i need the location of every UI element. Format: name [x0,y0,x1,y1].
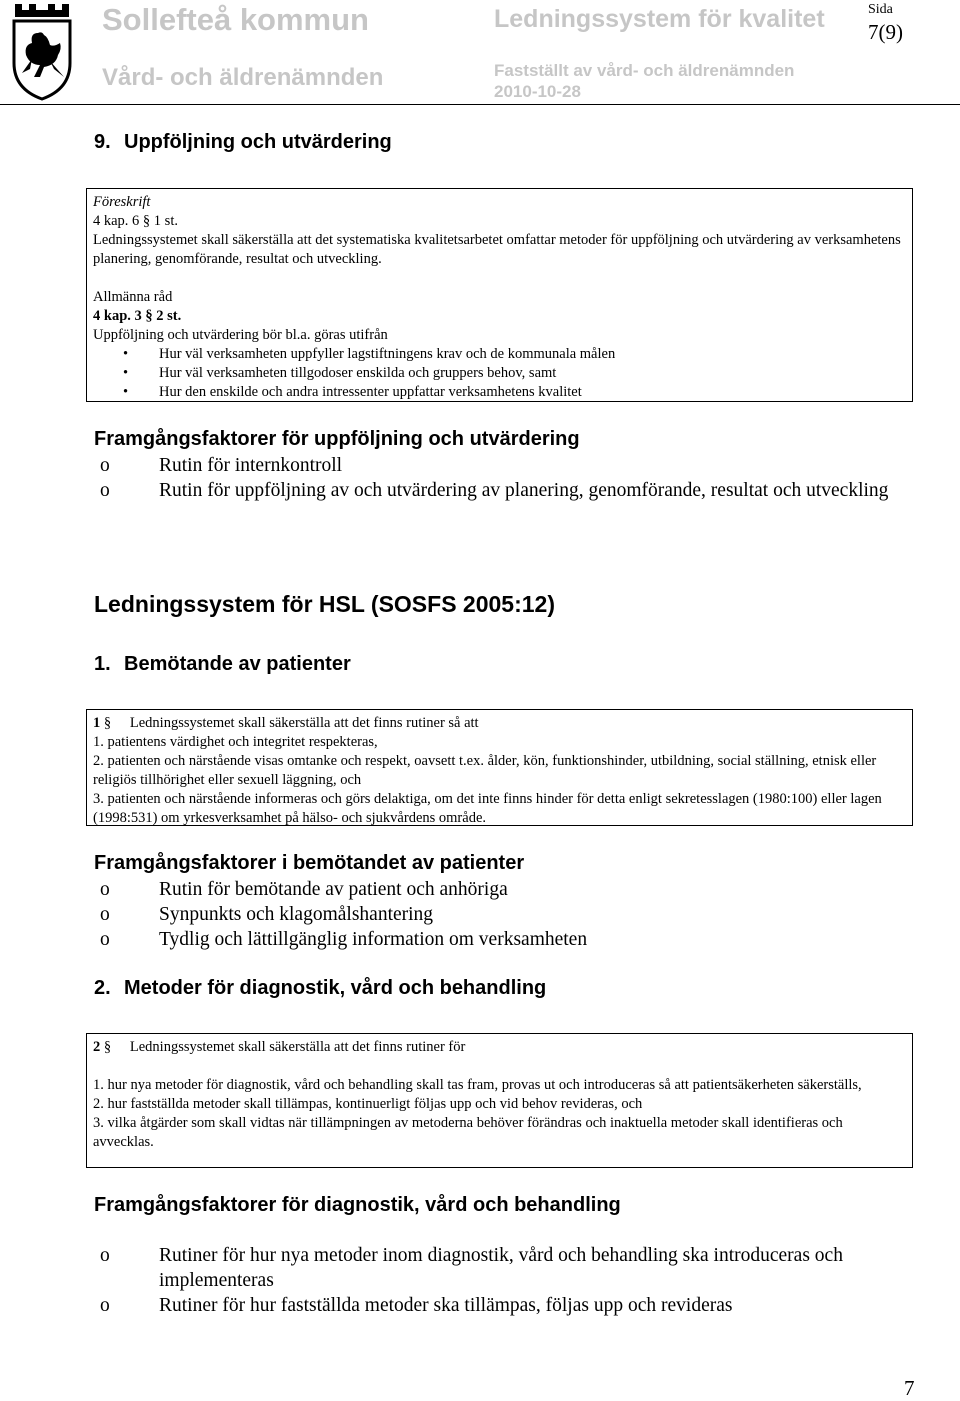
list-item: • Hur väl verksamheten tillgodoser enskilda och gruppers behov, samt [123,365,557,381]
success-factors-heading: Framgångsfaktorer för diagnostik, vård och behandling [94,1194,621,1216]
list-item: 1. patientens värdighet och integritet respekteras, [93,734,378,750]
paragraph-sign: § [103,1039,112,1055]
regulation-box [86,1033,913,1168]
established-by: Fastställt av vård- och äldrenämnden [494,61,795,80]
regulation-intro: Ledningssystemet skall säkerställa att det finns rutiner så att [129,715,479,731]
section-number: 9. [94,131,111,153]
hsl-heading: Ledningssystem för HSL (SOSFS 2005:12) [94,591,555,617]
list-item: • Hur den enskilde och andra intressenter uppfattar verksamhetens kvalitet [123,384,582,400]
success-factors-list [100,453,920,503]
bullet-icon: o [100,1295,110,1316]
list-item: 2. hur fastställda metoder skall tillämpas, kontinuerligt följas upp och vid behov revideras, och [93,1096,643,1112]
success-factors-list [100,1243,920,1318]
section-title: Uppföljning och utvärdering [124,131,392,153]
list-item: o Rutin för uppföljning av och utvärdering av planering, genomförande, resultat och utveckling [100,480,889,501]
section-1-heading [94,653,351,676]
regulation-text: Ledningssystemet skall säkerställa att det systematiska kvalitetsarbetet omfattar metoder för uppföljning och utvärdering av verksamhetens planering, genomförande, resultat och utveckling. [93,232,901,267]
document-title: Ledningssystem för kvalitet [494,5,825,33]
regulation-box [86,709,913,826]
section-2-heading [94,977,546,1000]
regulation-label: Föreskrift [93,194,151,210]
regulation-intro: Ledningssystemet skall säkerställa att det finns rutiner för [129,1039,466,1055]
bullet-icon: o [100,480,110,501]
bullet-icon: o [100,879,110,900]
list-item: o Rutin för internkontroll [100,455,343,476]
list-item: 1. hur nya metoder för diagnostik, vård och behandling skall tas fram, provas ut och introduceras så att patientsäkerheten säkerställs, [93,1077,862,1093]
paragraph-sign: § [103,715,112,731]
regulation-box [86,188,913,402]
list-item: o Rutiner för hur fastställda metoder ska tillämpas, följas upp och revideras [100,1295,733,1316]
list-item: 3. patienten och närstående informeras och görs delaktiga, om det inte finns hinder för detta enligt sekretesslagen (1980:100) eller lagen (1998:531) om yrkesverksamhet på hälso- och sjukvårdens område. [93,791,882,826]
section-9-heading [94,131,392,154]
page-label: Sida [868,2,893,17]
footer-page-number: 7 [904,1376,915,1400]
list-item: • Hur väl verksamheten uppfyller lagstiftningens krav och de kommunala målen [123,346,616,362]
bullet-icon: o [100,1245,110,1266]
header-divider [0,104,960,105]
success-factors-heading: Framgångsfaktorer för uppföljning och utvärdering [94,428,580,450]
bullet-icon: o [100,455,110,476]
section-title: Metoder för diagnostik, vård och behandling [124,977,547,999]
paragraph-number: 1 [93,715,101,731]
advice-ref: 4 kap. 3 § 2 st. [93,308,182,324]
section-number: 1. [94,653,111,675]
list-item: o Tydlig och lättillgänglig information om verksamheten [100,929,588,950]
section-number: 2. [94,977,111,999]
bullet-icon: o [100,929,110,950]
success-factors-heading: Framgångsfaktorer i bemötandet av patienter [94,852,525,874]
list-item: o Rutin för bemötande av patient och anhöriga [100,879,508,900]
paragraph-number: 2 [93,1039,101,1055]
list-item: o Rutiner för hur nya metoder inom diagnostik, vård och behandling ska introduceras och implementeras [100,1245,843,1291]
coat-of-arms-icon [10,3,74,101]
section-title: Bemötande av patienter [124,653,351,675]
department-name: Vård- och äldrenämnden [102,64,384,91]
regulation-ref: 4 kap. 6 § 1 st. [93,213,178,229]
bullet-icon: • [123,346,129,362]
advice-bullet-list [93,345,906,402]
page-number: 7(9) [868,20,903,44]
list-item: o Synpunkts och klagomålshantering [100,904,434,925]
bullet-icon: • [123,365,129,381]
success-factors-list [100,877,920,952]
advice-intro: Uppföljning och utvärdering bör bl.a. göras utifrån [93,327,388,343]
org-name: Sollefteå kommun [102,2,369,37]
bullet-icon: o [100,904,110,925]
document-date: 2010-10-28 [494,82,581,101]
advice-label: Allmänna råd [93,289,173,305]
bullet-icon: • [123,384,129,400]
list-item: 3. vilka åtgärder som skall vidtas när tillämpningen av metoderna behöver förändras och inaktuella metoder skall identifieras och avvecklas. [93,1115,843,1150]
list-item: 2. patienten och närstående visas omtanke och respekt, oavsett t.ex. ålder, kön, funktionshinder, utbildning, social ställning, etnisk eller religiös tillhörighet eller sexuell läggning, och [93,753,877,788]
